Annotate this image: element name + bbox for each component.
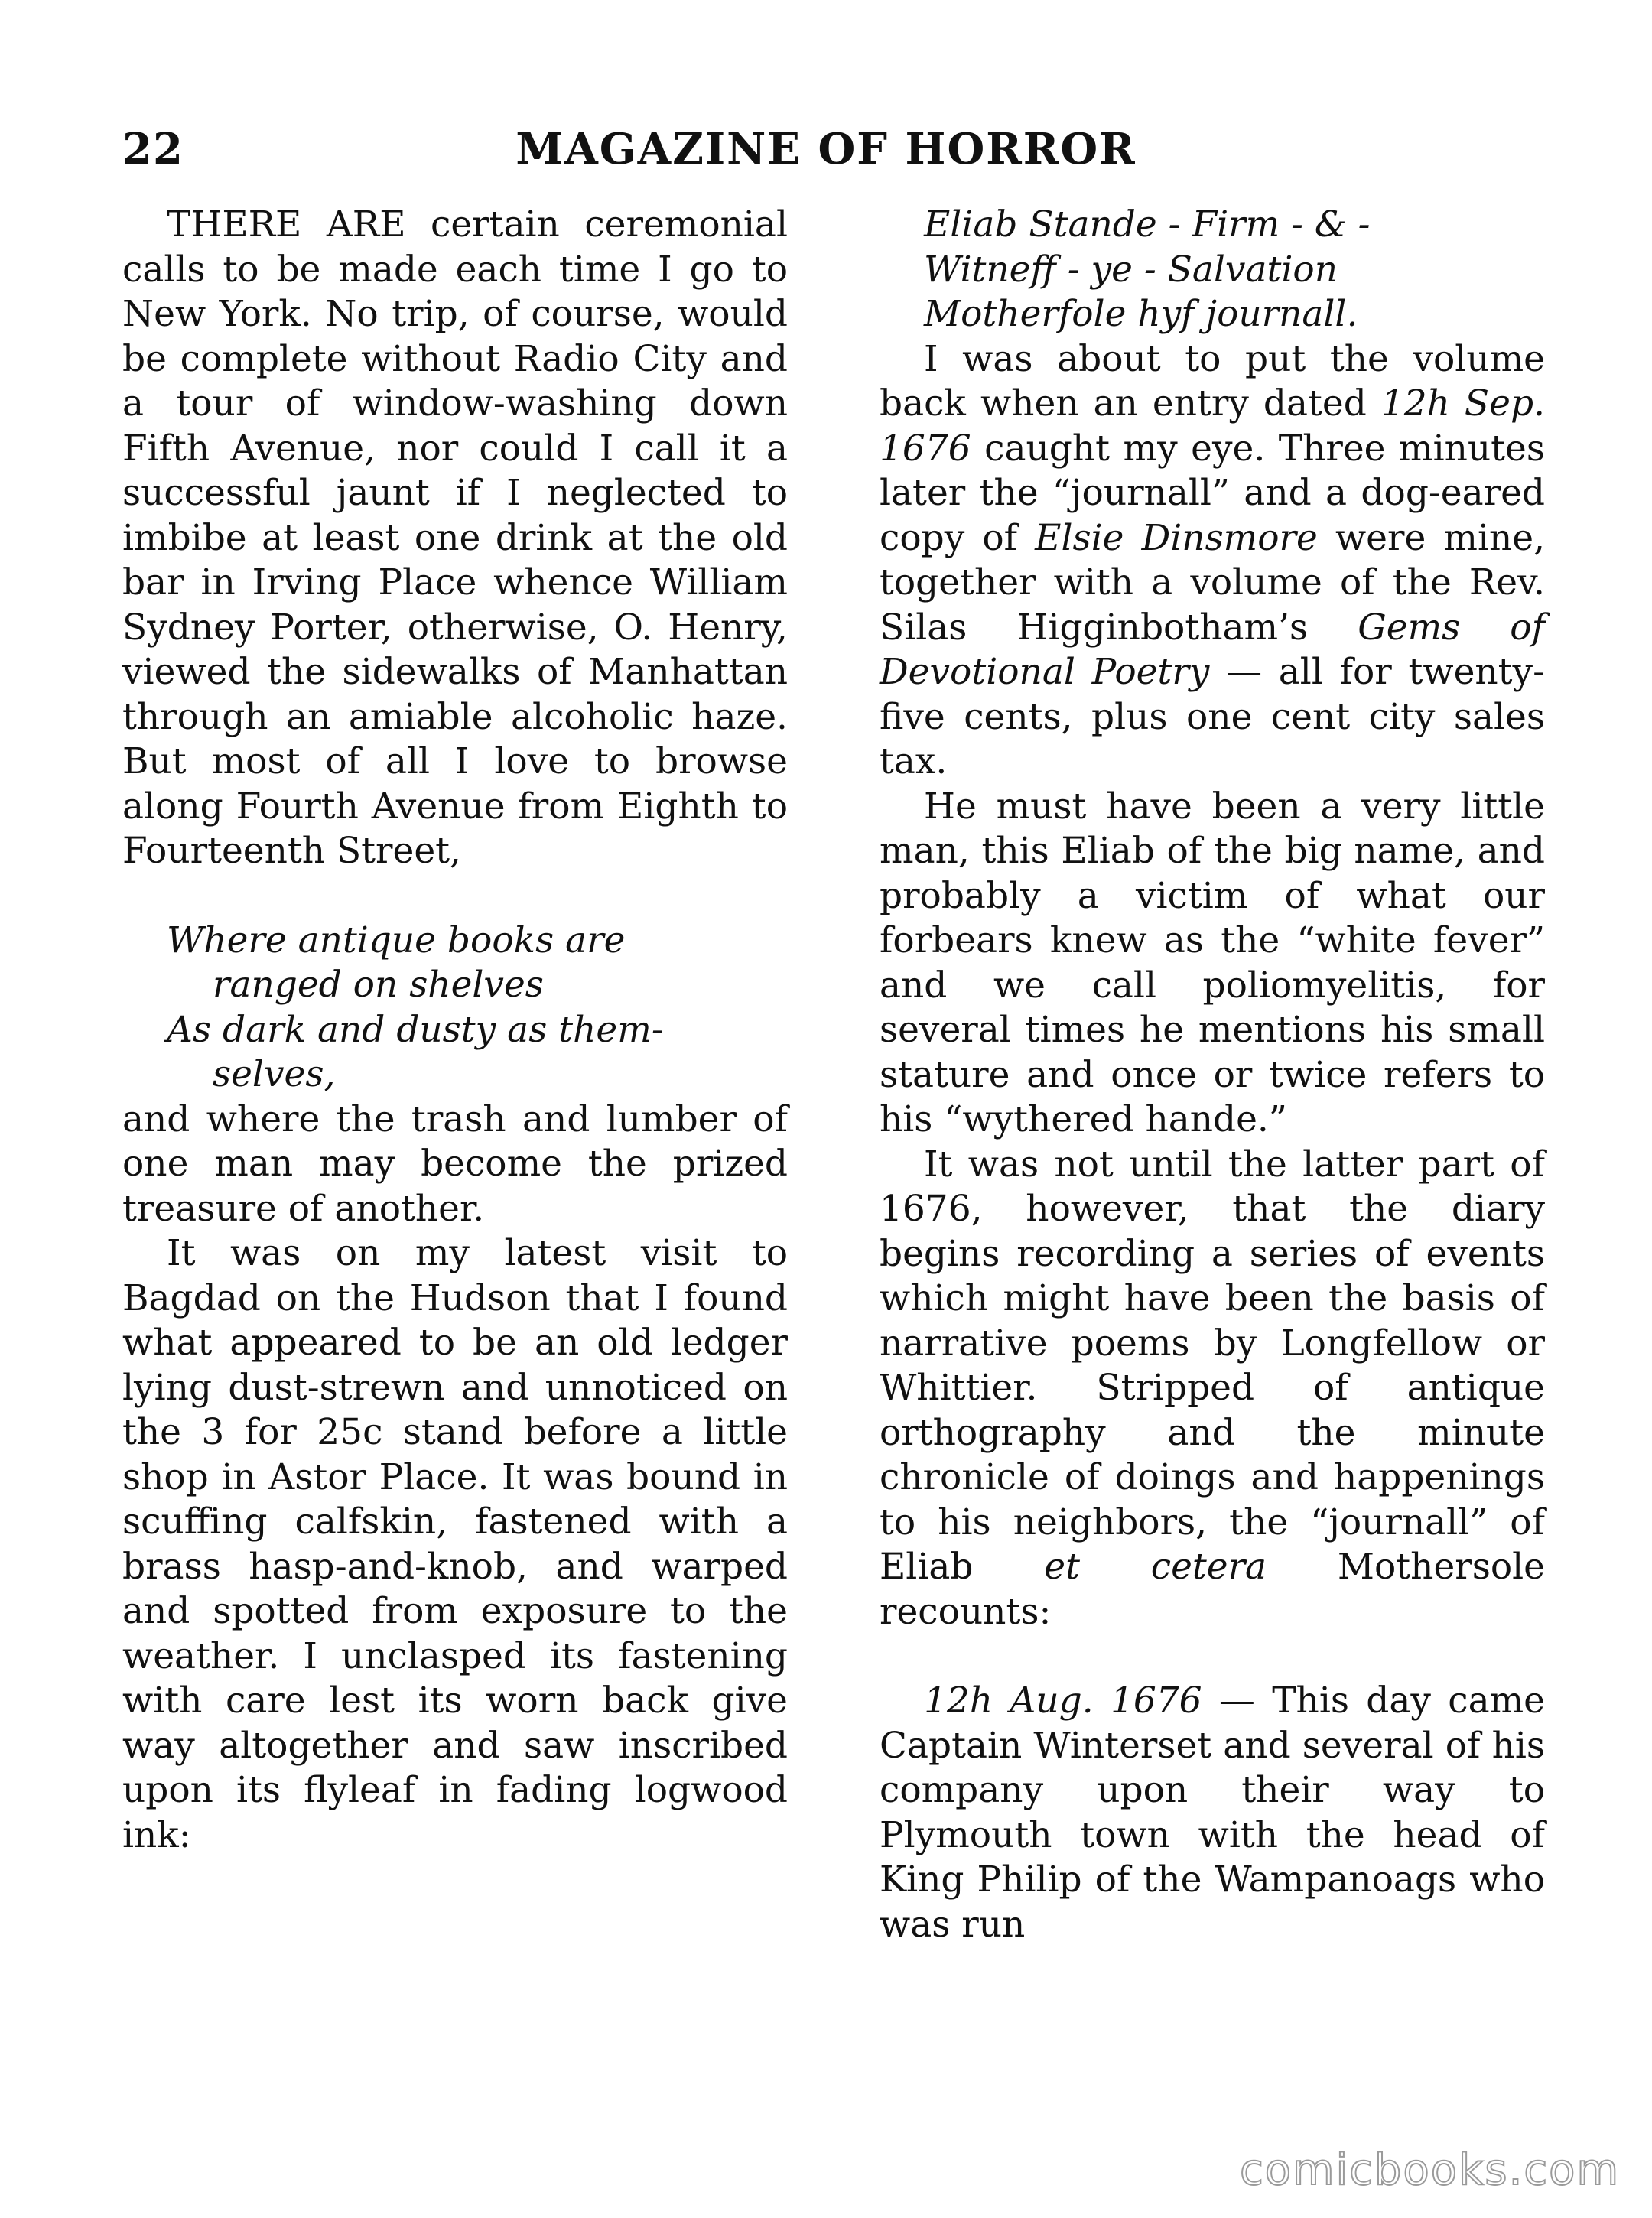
verse-line-1: Where antique books are <box>167 919 626 961</box>
purchase-text-4: — all for twenty-five cents, plus one cent city sales tax. <box>880 651 1545 782</box>
verse-line-2: As dark and dusty as them- <box>167 1008 664 1051</box>
left-column <box>122 203 788 1858</box>
page-number: 22 <box>122 124 184 174</box>
diary-entry <box>880 1679 1545 1947</box>
verse-quote <box>122 919 788 1098</box>
site-watermark: comicbooks.com <box>1239 2145 1620 2195</box>
entry-text: — This day came Captain Winterset and several of his company upon their way to Plymouth town with the head of King Philip of the Wampanoags who was run <box>880 1680 1545 1946</box>
entry-date-sep: 12h Sep. 1676 <box>880 382 1545 470</box>
inscription-line-1: Eliab Stande - Firm - & - <box>924 203 1371 246</box>
inscription-line-3: Motherfole hyf journall. <box>924 293 1358 335</box>
diary-paragraph <box>880 1143 1545 1635</box>
diary-text-2: Mothersole recounts: <box>880 1546 1545 1633</box>
purchase-text-1: I was about to put the volume back when an entry dated <box>880 337 1545 424</box>
ledger-paragraph: It was on my latest visit to Bagdad on the Hudson that I found what appeared to be an old ledger lying dust-strewn and unnoticed on the 3 for 25c stand before a little shop in Astor Place. It was bound in scuffing calfskin, fastened with a brass hasp-and-knob, and warped and spotted from exposure to the weather. I unclasped its fastening with care lest its worn back give way altogether and saw inscribed upon its flyleaf in fading logwood ink: <box>122 1232 788 1856</box>
purchase-text-3: were mine, together with a volume of the Rev. Silas Higginbotham’s <box>880 516 1546 649</box>
purchase-text-2: caught my eye. Three minutes later the “journall” and a dog-eared copy of <box>880 427 1545 559</box>
purchase-paragraph <box>880 337 1545 785</box>
verse-line-1-turnover: ranged on shelves <box>213 964 544 1006</box>
right-column <box>880 203 1545 1947</box>
book-title-elsie: Elsie Dinsmore <box>1035 516 1318 559</box>
running-head: MAGAZINE OF HORROR <box>515 124 1137 174</box>
continuation-paragraph: and where the trash and lumber of one man may become the prized treasure of another. <box>122 1098 788 1230</box>
et-cetera: et cetera <box>1044 1546 1267 1588</box>
inscription <box>880 203 1545 337</box>
eliab-paragraph: He must have been a very little man, this Eliab of the big name, and probably a victim of what our forbears knew as the “white fever” and we call poliomyelitis, for several times he mentions his small stature and once or twice refers to his “wythered hande.” <box>880 785 1545 1140</box>
inscription-line-2: Witneff - ye - Salvation <box>924 248 1338 291</box>
entry-date-aug: 12h Aug. 1676 <box>924 1680 1202 1722</box>
book-title-gems: Gems of Devotional Poetry <box>880 606 1545 693</box>
diary-text-1: It was not until the latter part of 1676, however, that the diary begins recording a series of events which might have been the basis of narrative poems by Longfellow or Whittier. Stripped of antique orthography and the minute chronicle of doings and happenings to his neighbors, the “journall” of Eliab <box>880 1143 1545 1588</box>
verse-line-2-turnover: selves, <box>213 1053 336 1095</box>
opening-paragraph: THERE ARE certain ceremonial calls to be made each time I go to New York. No trip, of course, would be complete without Radio City and a tour of window-washing down Fifth Avenue, nor could I call it a successful jaunt if I neglected to imbibe at least one drink at the old bar in Irving Place whence William Sydney Porter, otherwise, O. Henry, viewed the sidewalks of Manhattan through an amiable alcoholic haze. But most of all I love to browse along Fourth Avenue from Eighth to Fourteenth Street, <box>122 203 788 872</box>
